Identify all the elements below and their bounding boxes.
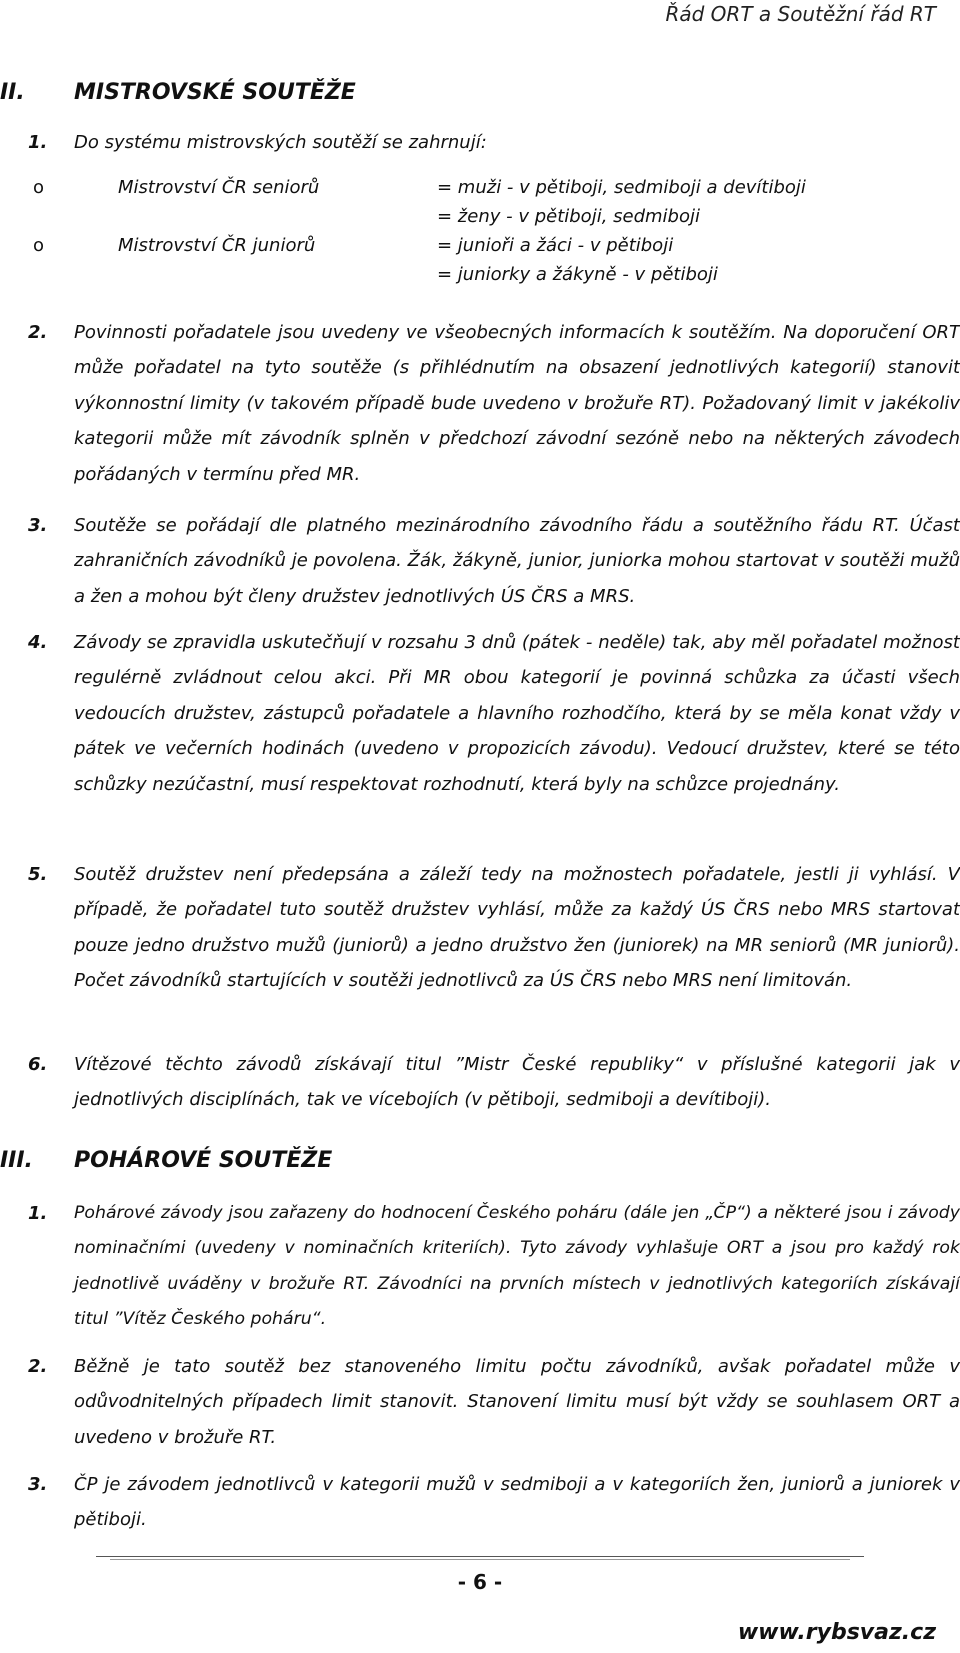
point-number: 4. [28,632,48,653]
point-number: 2. [28,322,48,343]
section-title: MISTROVSKÉ SOUTĚŽE [74,80,356,105]
list-value: = junioři a žáci - v pětiboji [437,235,674,256]
running-header: Řád ORT a Soutěžní řád RT [665,2,936,26]
point-number: 1. [28,132,48,153]
point-text: Soutěže se pořádají dle platného mezinárodního závodního řádu a soutěžního řádu RT. Účast zahraničních závodníků je povolena. Žák, žákyně, junior, juniorka mohou startovat v soutěži mužů a žen a mohou být členy družstev jednotlivých ÚS ČRS a MRS. [74,515,960,607]
point-text: Pohárové závody jsou zařazeny do hodnocení Českého poháru (dále jen „ČP“) a některé jsou i závody nominačními (uvedeny v nominačních kriteriích). Tyto závody vyhlašuje ORT a jsou pro každý rok jednotlivě uváděny v brožuře RT. Závodníci na prvních místech v jednotlivých kategoriích získávají titul ”Vítěz Českého poháru“. [74,1203,960,1330]
section-number: II. [0,80,25,105]
point-text: Povinnosti pořadatele jsou uvedeny ve všeobecných informacích k soutěžím. Na doporučení ORT může pořadatel na tyto soutěže (s přihlédnutím na obsazení jednotlivých kategorií) stanovit výkonnostní limity (v takovém případě bude uvedeno v brožuře RT). Požadovaný limit v jakékoliv kategorii může mít závodník splněn v předchozí závodní sezóně nebo na některých závodech pořádaných v termínu před MR. [74,322,960,485]
point-number: 5. [28,864,48,885]
footer-rule [96,1556,864,1557]
point-number: 1. [28,1203,48,1224]
list-value: = ženy - v pětiboji, sedmiboji [437,206,700,227]
point-text: Soutěž družstev není předepsána a záleží tedy na možnostech pořadatele, jestli ji vyhlásí. V případě, že pořadatel tuto soutěž družstev vyhlásí, může za každý ÚS ČRS nebo MRS startovat pouze jedno družstvo mužů (juniorů) a jedno družstvo žen (juniorek) na MR seniorů (MR juniorů). Počet závodníků startujících v soutěži jednotlivců za ÚS ČRS nebo MRS není limitován. [74,864,960,992]
list-value: = juniorky a žákyně - v pětiboji [437,264,718,285]
website-footer: www.rybsvaz.cz [737,1620,936,1645]
point-text: Závody se zpravidla uskutečňují v rozsahu 3 dnů (pátek - neděle) tak, aby měl pořadatel možnost regulérně zvládnout celou akci. Při MR obou kategorií je povinná schůzka za účasti všech vedoucích družstev, zástupců pořadatele a hlavního rozhodčího, která by se měla konat vždy v pátek ve večerních hodinách (uvedeno v propozicích závodu). Vedoucí družstev, které se této schůzky nezúčastní, musí respektovat rozhodnutí, která byly na schůzce projednány. [74,632,960,795]
point-text: ČP je závodem jednotlivců v kategorii mužů v sedmiboji a v kategoriích žen, juniorů a juniorek v pětiboji. [74,1474,960,1531]
point-text: Běžně je tato soutěž bez stanoveného limitu počtu závodníků, avšak pořadatel může v odůvodnitelných případech limit stanovit. Stanovení limitu musí být vždy se souhlasem ORT a uvedeno v brožuře RT. [74,1356,960,1448]
point-number: 3. [28,515,48,536]
point-number: 6. [28,1054,48,1075]
list-bullet: o [33,177,45,198]
section-title: POHÁROVÉ SOUTĚŽE [74,1148,333,1173]
list-label: Mistrovství ČR juniorů [118,235,316,256]
list-label: Mistrovství ČR seniorů [118,177,320,198]
page-number: - 6 - [457,1570,503,1594]
list-bullet: o [33,235,45,256]
point-text: Vítězové těchto závodů získávají titul ”Mistr České republiky“ v příslušné kategorii jak v jednotlivých disciplínách, tak ve vícebojích (v pětiboji, sedmiboji a devítiboji). [74,1054,960,1111]
section-number: III. [0,1148,33,1173]
point-number: 3. [28,1474,48,1495]
point-number: 2. [28,1356,48,1377]
footer-rule [110,1559,850,1560]
list-value: = muži - v pětiboji, sedmiboji a devítiboji [437,177,806,198]
point-text: Do systému mistrovských soutěží se zahrnují: [74,132,487,153]
